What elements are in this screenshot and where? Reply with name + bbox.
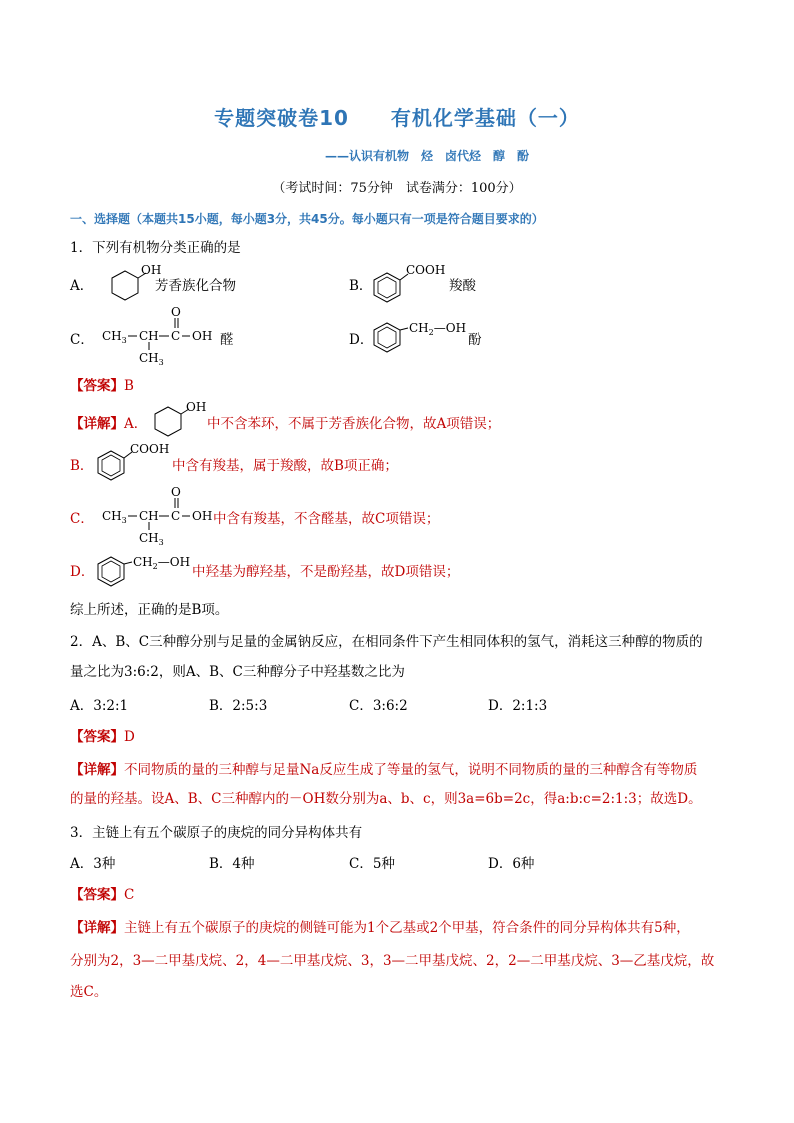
svg-text:CH: CH bbox=[139, 509, 159, 523]
q1-detail-b-text: 中含有羧基，属于羧酸，故B项正确； bbox=[172, 458, 398, 474]
detail-label: 【详解】 bbox=[70, 416, 124, 432]
isobutyric-acid-structure bbox=[100, 306, 230, 366]
q1-option-a-text: 芳香族化合物 bbox=[155, 278, 236, 294]
q2-option-a: A．3:2:1 bbox=[70, 698, 129, 714]
q3-detail-line2: 分别为2，3—二甲基戊烷、2，4—二甲基戊烷、3，3—二甲基戊烷、2，2—二甲基戊烷、3—乙基戊烷，故 bbox=[70, 953, 715, 969]
q1-detail-d-prefix: D． bbox=[70, 564, 95, 580]
q2-option-c: C．3:6:2 bbox=[349, 698, 408, 714]
q1-detail-c-prefix: C． bbox=[70, 511, 94, 527]
q1-detail-d-text: 中羟基为醇羟基，不是酚羟基，故D项错误； bbox=[192, 564, 460, 580]
q1-option-d-letter: D． bbox=[349, 332, 374, 348]
q1-conclusion: 综上所述，正确的是B项。 bbox=[70, 602, 229, 618]
svg-text:C: C bbox=[171, 509, 181, 523]
q2-option-b: B．2:5:3 bbox=[209, 698, 268, 714]
benzoic-acid-detail-structure bbox=[92, 442, 182, 488]
q2-option-d: D．2:1:3 bbox=[488, 698, 548, 714]
section-heading: 一、选择题（本题共15小题，每小题3分，共45分。每小题只有一项是符合题目要求的） bbox=[70, 212, 544, 226]
cyclohexanol-structure bbox=[92, 262, 162, 310]
svg-text:OH: OH bbox=[192, 509, 213, 523]
q3-option-c: C．5种 bbox=[349, 856, 395, 872]
svg-text:CH3: $CH_3$ bbox=[102, 329, 127, 345]
page-title: 专题突破卷10 有机化学基础（一） bbox=[214, 106, 580, 130]
q3-option-b: B．4种 bbox=[209, 856, 255, 872]
svg-text:O: O bbox=[171, 485, 181, 499]
svg-text:COOH: COOH bbox=[130, 442, 170, 456]
q1-stem: 1．下列有机物分类正确的是 bbox=[70, 240, 241, 256]
q1-option-d-text: 酚 bbox=[468, 332, 482, 348]
q1-detail-a-text: 中不含苯环，不属于芳香族化合物，故A项错误； bbox=[207, 416, 501, 432]
q1-option-b-text: 羧酸 bbox=[449, 278, 476, 294]
q3-detail-line3: 选C。 bbox=[70, 984, 108, 1000]
benzyl-alcohol-detail-structure bbox=[92, 548, 202, 592]
answer-label: 【答案】 bbox=[70, 378, 124, 394]
cooh-label: COOH bbox=[406, 263, 446, 277]
page-subtitle: ——认识有机物 烃 卤代烃 醇 酚 bbox=[324, 149, 529, 163]
q3-answer: 【答案】C bbox=[70, 887, 135, 903]
q3-detail-line1: 【详解】主链上有五个碳原子的庚烷的侧链可能为1个乙基或2个甲基，符合条件的同分异构体共有5种， bbox=[70, 920, 690, 936]
q1-option-a-letter: A． bbox=[70, 278, 94, 294]
q2-detail-line1: 【详解】不同物质的量的三种醇与足量Na反应生成了等量的氢气，说明不同物质的量的三种醇含有等物质 bbox=[70, 762, 698, 778]
benzoic-acid-structure bbox=[368, 262, 453, 310]
answer-value: B bbox=[124, 378, 134, 394]
cyclohexanol-detail-structure bbox=[145, 398, 210, 444]
q1-option-c-text: 醛 bbox=[220, 332, 234, 348]
svg-text:CH2—OH: $CH_2—OH$ bbox=[133, 555, 191, 571]
q3-stem: 3．主链上有五个碳原子的庚烷的同分异构体共有 bbox=[70, 825, 363, 841]
oh-label: OH bbox=[141, 263, 162, 277]
svg-text:CH3: $CH_3$ bbox=[139, 531, 164, 547]
q3-option-a: A．3种 bbox=[70, 856, 116, 872]
q2-detail-line2: 的量的羟基。设A、B、C三种醇内的－OH数分别为a、b、c，则3a=6b=2c，得a:b:c=2:1:3；故选D。 bbox=[70, 791, 702, 807]
q1-answer bbox=[70, 376, 134, 396]
q2-stem-line1: 2．A、B、C三种醇分别与足量的金属钠反应，在相同条件下产生相同体积的氢气，消耗这三种醇的物质的 bbox=[70, 634, 703, 650]
q1-detail-c-text: 中含有羧基，不含醛基，故C项错误； bbox=[213, 511, 440, 527]
q1-detail-b-prefix: B． bbox=[70, 458, 94, 474]
svg-text:CH3: $CH_3$ bbox=[102, 509, 127, 525]
benzyl-alcohol-structure bbox=[368, 314, 478, 360]
q1-option-b-letter: B． bbox=[349, 278, 373, 294]
exam-info: （考试时间：75分钟 试卷满分：100分） bbox=[272, 181, 522, 196]
oxygen-label: O bbox=[171, 305, 181, 319]
q2-stem-line2: 量之比为3:6:2，则A、B、C三种醇分子中羟基数之比为 bbox=[70, 664, 405, 680]
isobutyric-acid-detail-structure bbox=[100, 486, 220, 546]
svg-text:CH3: $CH_3$ bbox=[139, 351, 164, 367]
q2-answer: 【答案】D bbox=[70, 729, 135, 745]
svg-text:CH2—OH: $CH_2—OH$ bbox=[409, 321, 467, 337]
q1-option-c-letter: C． bbox=[70, 332, 94, 348]
svg-text:OH: OH bbox=[192, 329, 213, 343]
q1-detail-a-prefix: 【详解】A． bbox=[70, 416, 148, 432]
svg-text:CH: CH bbox=[139, 329, 159, 343]
carbon-label: C bbox=[171, 329, 181, 343]
q3-option-d: D．6种 bbox=[488, 856, 535, 872]
svg-text:OH: OH bbox=[186, 400, 207, 414]
